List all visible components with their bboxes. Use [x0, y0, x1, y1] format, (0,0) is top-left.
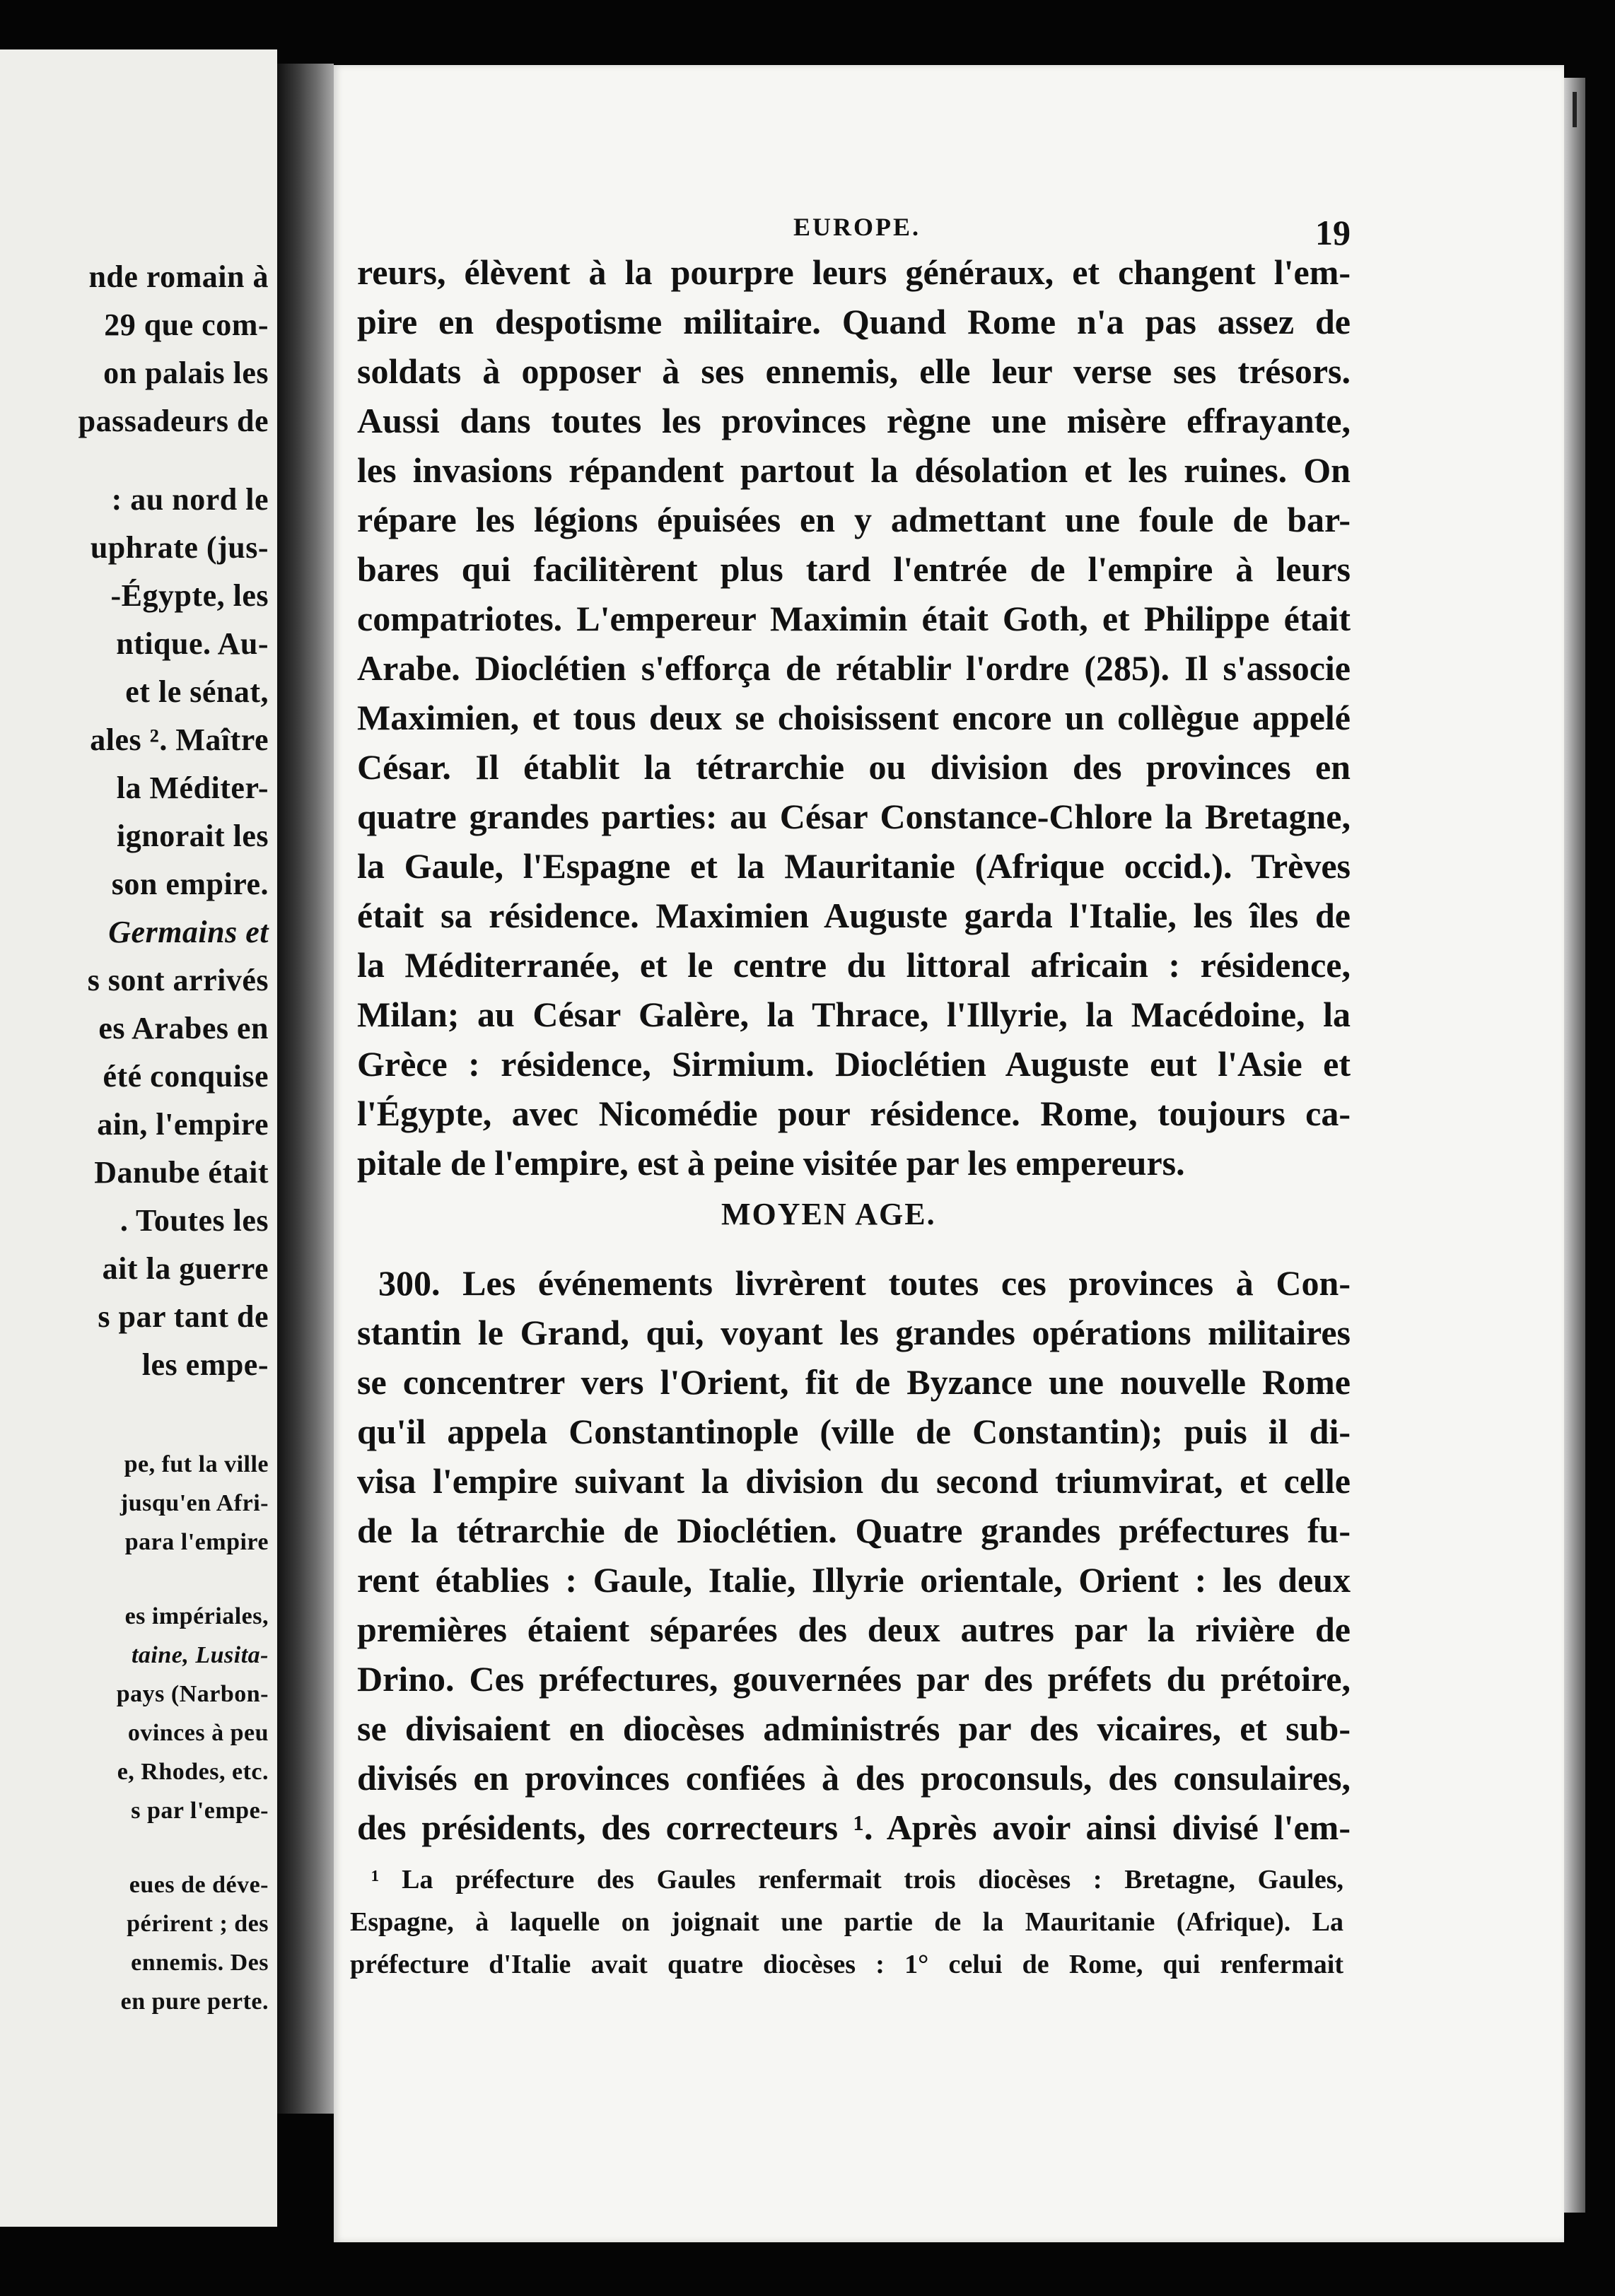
left-line: es Arabes en: [98, 1011, 269, 1046]
body-line: était sa résidence. Maximien Auguste garda l'Italie, les îles de: [357, 896, 1351, 935]
body-line: rent établies : Gaule, Italie, Illyrie orientale, Orient : les deux: [357, 1560, 1351, 1600]
left-line: les empe-: [141, 1347, 269, 1382]
left-line: : au nord le: [111, 482, 269, 517]
section-heading: MOYEN AGE.: [721, 1197, 936, 1231]
left-footnote-line: e, Rhodes, etc.: [117, 1759, 269, 1785]
left-footnote-line: para l'empire: [124, 1529, 269, 1555]
left-line: passadeurs de: [78, 404, 269, 438]
body-line: 300. Les événements livrèrent toutes ces provinces à Con-: [378, 1263, 1351, 1303]
body-line: de la tétrarchie de Dioclétien. Quatre grandes préfectures fu-: [357, 1511, 1351, 1550]
left-footnote-line: eues de déve-: [129, 1872, 269, 1898]
body-line: pire en despotisme militaire. Quand Rome n'a pas assez de: [357, 302, 1351, 341]
left-line: -Égypte, les: [110, 578, 269, 613]
body-line: les invasions répandent partout la désolation et les ruines. On: [357, 450, 1351, 490]
body-line: visa l'empire suivant la division du second triumvirat, et celle: [357, 1461, 1351, 1501]
left-line: s par tant de: [98, 1299, 269, 1334]
left-footnote-line: ovinces à peu: [127, 1720, 269, 1746]
body-line: Arabe. Dioclétien s'efforça de rétablir l'ordre (285). Il s'associe: [357, 648, 1351, 688]
left-line: été conquise: [103, 1059, 269, 1094]
left-footnote-line: es impériales,: [124, 1603, 269, 1629]
body-line: Aussi dans toutes les provinces règne une misère effrayante,: [357, 401, 1351, 440]
previous-page-fragment: [0, 49, 277, 2227]
footnote-line: préfecture d'Italie avait quatre diocèses : 1° celui de Rome, qui renfermait: [350, 1950, 1343, 1979]
body-line: premières étaient séparées des deux autres par la rivière de: [357, 1610, 1351, 1649]
left-footnote-line: ennemis. Des: [131, 1950, 269, 1976]
left-line: la Méditer-: [116, 771, 269, 805]
body-line: répare les légions épuisées en y admettant une foule de bar-: [357, 500, 1351, 539]
body-line: divisés en provinces confiées à des proconsuls, des consulaires,: [357, 1758, 1351, 1798]
body-line: Grèce : résidence, Sirmium. Dioclétien Auguste eut l'Asie et: [357, 1044, 1351, 1084]
left-footnote-line: pays (Narbon-: [116, 1681, 269, 1707]
running-head: EUROPE.: [793, 213, 921, 241]
body-line: soldats à opposer à ses ennemis, elle leur verse ses trésors.: [357, 351, 1351, 391]
left-line: ales ². Maître: [90, 722, 269, 757]
body-line: Maximien, et tous deux se choisissent encore un collègue appelé: [357, 698, 1351, 737]
left-line: ain, l'empire: [97, 1107, 269, 1142]
body-line: Milan; au César Galère, la Thrace, l'Illyrie, la Macédoine, la: [357, 995, 1351, 1034]
footnote-line: ¹ La préfecture des Gaules renfermait trois diocèses : Bretagne, Gaules,: [371, 1865, 1343, 1894]
body-line: l'Égypte, avec Nicomédie pour résidence. Rome, toujours ca-: [357, 1094, 1351, 1133]
body-line: César. Il établit la tétrarchie ou division des provinces en: [357, 747, 1351, 787]
left-footnote-line: taine, Lusita-: [131, 1642, 269, 1668]
body-line: se divisaient en diocèses administrés par des vicaires, et sub-: [357, 1709, 1351, 1748]
left-line: uphrate (jus-: [90, 530, 269, 565]
left-line: s sont arrivés: [87, 963, 269, 997]
left-footnote-line: pe, fut la ville: [124, 1451, 269, 1477]
book-gutter-shadow: [277, 64, 334, 2114]
body-line: bares qui facilitèrent plus tard l'entrée de l'empire à leurs: [357, 549, 1351, 589]
body-line: pitale de l'empire, est à peine visitée par les empereurs.: [357, 1143, 1185, 1183]
left-line: on palais les: [103, 356, 269, 390]
left-footnote-line: en pure perte.: [120, 1988, 269, 2015]
body-line: Drino. Ces préfectures, gouvernées par des préfets du prétoire,: [357, 1659, 1351, 1699]
left-line: ntique. Au-: [116, 626, 269, 661]
left-line: Germains et: [108, 915, 269, 949]
left-line: son empire.: [111, 867, 269, 901]
left-footnote-line: s par l'empe-: [131, 1798, 269, 1824]
edge-mark: [1573, 92, 1577, 127]
body-line: la Méditerranée, et le centre du littoral africain : résidence,: [357, 945, 1351, 985]
left-line: et le sénat,: [125, 674, 269, 709]
body-line: reurs, élèvent à la pourpre leurs généraux, et changent l'em-: [357, 252, 1351, 292]
page-number: 19: [1315, 213, 1351, 252]
left-footnote-line: jusqu'en Afri-: [119, 1490, 269, 1516]
page-edge: [1564, 78, 1585, 2213]
body-line: compatriotes. L'empereur Maximin était Goth, et Philippe était: [357, 599, 1351, 638]
left-line: 29 que com-: [104, 308, 269, 342]
footnote-line: Espagne, à laquelle on joignait une partie de la Mauritanie (Afrique). La: [350, 1907, 1343, 1937]
left-footnote-line: périrent ; des: [127, 1911, 269, 1937]
left-line: . Toutes les: [119, 1203, 269, 1238]
left-line: nde romain à: [88, 259, 269, 294]
left-line: Danube était: [94, 1155, 269, 1190]
body-line: qu'il appela Constantinople (ville de Constantin); puis il di-: [357, 1412, 1351, 1451]
body-line: des présidents, des correcteurs ¹. Après avoir ainsi divisé l'em-: [357, 1808, 1351, 1847]
left-line: ignorait les: [117, 819, 269, 853]
body-line: se concentrer vers l'Orient, fit de Byzance une nouvelle Rome: [357, 1362, 1351, 1402]
body-line: quatre grandes parties: au César Constance-Chlore la Bretagne,: [357, 797, 1351, 836]
left-line: ait la guerre: [102, 1251, 269, 1286]
body-line: la Gaule, l'Espagne et la Mauritanie (Afrique occid.). Trèves: [357, 846, 1351, 886]
body-line: stantin le Grand, qui, voyant les grandes opérations militaires: [357, 1313, 1351, 1352]
